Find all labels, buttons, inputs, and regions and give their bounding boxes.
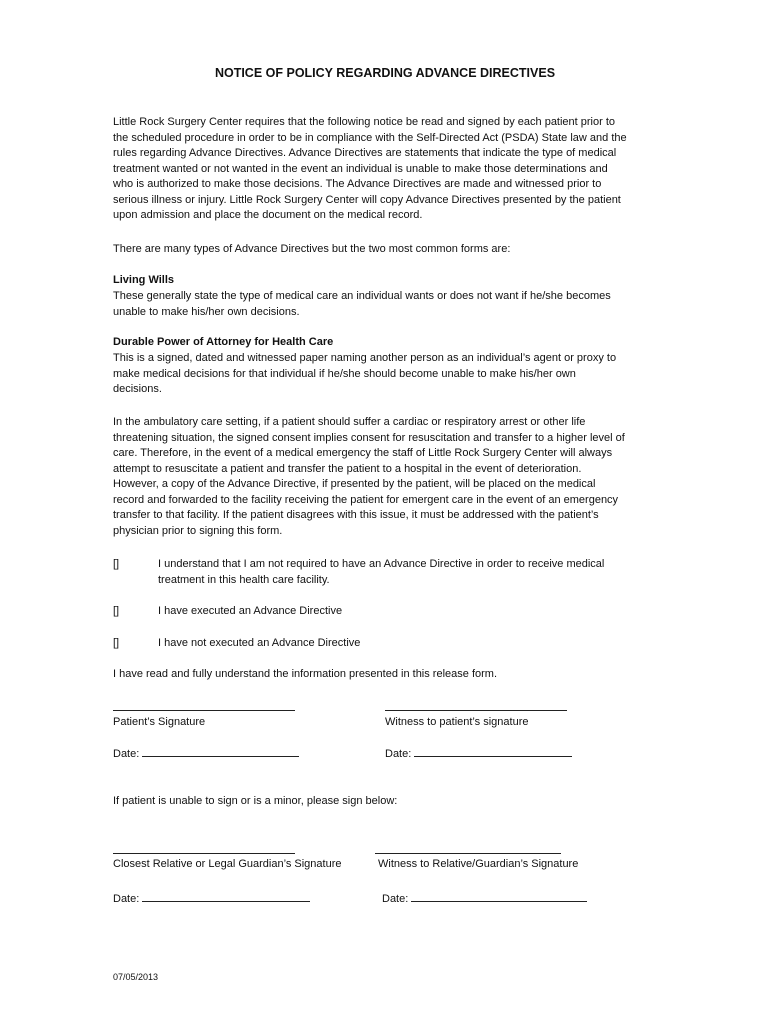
durable-poa-heading: Durable Power of Attorney for Health Care	[113, 336, 334, 348]
witness-signature-label: Witness to patient’s signature	[385, 716, 529, 728]
checkbox-executed[interactable]: []	[113, 605, 120, 617]
witness-date-field[interactable]	[414, 746, 572, 757]
patient-signature-label: Patient’s Signature	[113, 716, 206, 728]
checkbox-not-executed[interactable]: []	[113, 637, 120, 649]
patient-date-row	[113, 746, 299, 763]
checkbox-label: I have executed an Advance Directive	[158, 605, 343, 617]
patient-signature-line[interactable]	[113, 710, 295, 711]
living-wills-heading: Living Wills	[113, 274, 175, 286]
acknowledgement-text: I have read and fully understand the information presented in this release form.	[113, 668, 498, 680]
minor-intro-text: If patient is unable to sign or is a minor, please sign below:	[113, 795, 398, 807]
guardian-signature-label: Closest Relative or Legal Guardian’s Signature	[113, 858, 342, 870]
guardian-date-field[interactable]	[142, 891, 310, 902]
guardian-witness-date-field[interactable]	[411, 891, 587, 902]
types-intro-paragraph: There are many types of Advance Directives but the two most common forms are:	[113, 243, 511, 255]
guardian-witness-signature-label: Witness to Relative/Guardian’s Signature	[378, 858, 579, 870]
ambulatory-paragraph: In the ambulatory care setting, if a patient should suffer a cardiac or respiratory arrest or other life threatening situation, the signed consent implies consent for resuscitation and transfer to a higher level of care. Therefore, in the event of a medical emergency the staff of Little Rock Surgery Center will always attempt to resuscitate a patient and transfer the patient to a hospital in the event of deterioration. However, a copy of the Advance Directive, if presented by the patient, will be placed on the medical record and forwarded to the facility receiving the patient for emergent care in the event of an emergency transfer to that facility. If the patient disagrees with this issue, it must be addressed with the patient’s physician prior to signing this form.	[113, 416, 625, 537]
checkbox-label: I have not executed an Advance Directive	[158, 637, 361, 649]
guardian-witness-date-row	[382, 891, 587, 908]
patient-date-field[interactable]	[142, 746, 299, 757]
document-title: NOTICE OF POLICY REGARDING ADVANCE DIRECTIVES	[214, 66, 556, 80]
checkbox-label: I understand that I am not required to have an Advance Directive in order to receive medical treatment in this health care facility.	[158, 558, 605, 586]
date-label: Date:	[113, 748, 140, 760]
date-label: Date:	[113, 893, 140, 905]
witness-date-row	[385, 746, 572, 763]
guardian-date-row	[113, 891, 310, 908]
living-wills-text: These generally state the type of medical care an individual wants or does not want if he/she becomes unable to make his/her own decisions.	[113, 290, 611, 318]
intro-paragraph: Little Rock Surgery Center requires that the following notice be read and signed by each patient prior to the scheduled procedure in order to be in compliance with the Self-Directed Act (PSDA) State law and the rules regarding Advance Directives. Advance Directives are statements that indicate the type of medical treatment wanted or not wanted in the event an individual is unable to make those determinations and who is authorized to make those decisions. The Advance Directives are made and witnessed prior to serious illness or injury. Little Rock Surgery Center will copy Advance Directives presented by the patient upon admission and place the document on the medical record.	[113, 116, 627, 221]
witness-signature-line[interactable]	[385, 710, 567, 711]
guardian-signature-line[interactable]	[113, 853, 295, 854]
durable-poa-text: This is a signed, dated and witnessed paper naming another person as an individual’s agent or proxy to make medical decisions for that individual if he/she should become unable to make his/her own decisions.	[113, 352, 617, 395]
guardian-witness-signature-line[interactable]	[375, 853, 561, 854]
date-label: Date:	[382, 893, 409, 905]
footer-date: 07/05/2013	[113, 972, 159, 982]
checkbox-not-required[interactable]: []	[113, 558, 120, 570]
date-label: Date:	[385, 748, 412, 760]
